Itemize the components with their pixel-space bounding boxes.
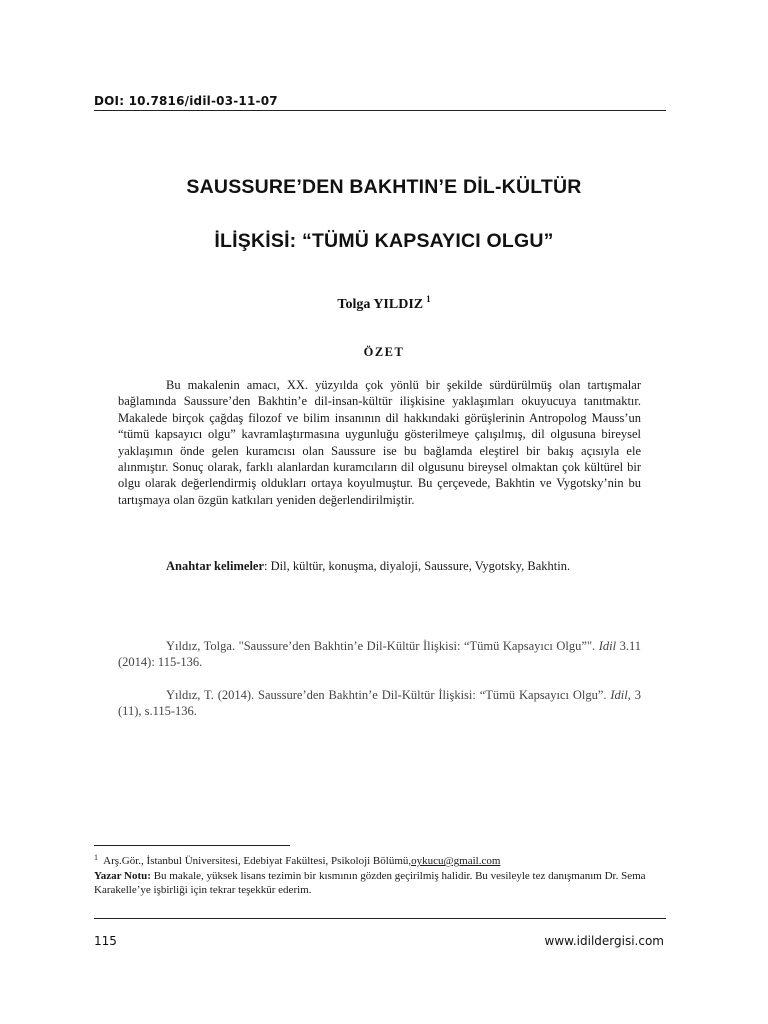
keywords-block	[118, 558, 641, 574]
header-divider	[94, 110, 666, 111]
citation-apa-rest: , 3 (11), s.115-136.	[118, 688, 641, 719]
citation-mla-paragraph	[118, 638, 641, 671]
footnote-block	[94, 851, 666, 898]
footnote-divider	[94, 845, 290, 846]
abstract-heading: ÖZET	[363, 345, 405, 359]
abstract-paragraph: Bu makalenin amacı, XX. yüzyılda çok yönlü bir şekilde sürdürülmüş olan tartışmalar bağlamında Saussure’den Bakhtin’e dil-insan-kültür ilişkisine yaklaşımları okuyucuya tanıtmaktır. Makalede birçok çağdaş filozof ve bilim insanının dil hakkındaki görüşlerinin Antropolog Mauss’un “tümü kapsayıcı olgu” kavramlaştırmasına uygunluğu gösterilmeye çalışılmış, dil olgusuna bireysel yaklaşımın önde gelen kuramcısı olan Saussure ise bu bağlamda eleştirel bir bakış açısıyla ele alınmıştır. Sonuç olarak, farklı alanlardan kuramcıların dil olgusunu bireysel olmaktan çok kültürel bir olgu olarak değerlendirmiş oldukları ortaya koyulmuştur. Bu çerçevede, Bakhtin ve Vygotsky’nin bu tartışmaya olan özgün katkıları yeniden değerlendirilmiştir.	[118, 378, 641, 507]
author-note-text: Bu makale, yüksek lisans tezimin bir kısmının gözden geçirilmiş halidir. Bu vesileyle tez danışmanım Dr. Sema Karakelle’ye işbirliği için tekrar teşekkür ederim.	[94, 869, 646, 896]
article-title-line-2: İLİŞKİSİ: “TÜMÜ KAPSAYICI OLGU”	[214, 230, 554, 252]
keywords-label: Anahtar kelimeler	[166, 559, 265, 573]
citation-mla-journal: Idil	[598, 639, 617, 653]
citation-mla-text: Yıldız, Tolga. "Saussure’den Bakhtin’e Dil-Kültür İlişkisi: “Tümü Kapsayıcı Olgu”".	[166, 639, 599, 653]
author-note-label: Yazar Notu:	[94, 869, 151, 882]
author-name-block	[94, 294, 674, 313]
abstract-body	[118, 377, 641, 508]
footnote-affiliation: Arş.Gör., İstanbul Üniversitesi, Edebiyat Fakültesi, Psikoloji Bölümü,	[101, 855, 412, 867]
keywords-list: : Dil, kültür, konuşma, diyaloji, Saussure, Vygotsky, Bakhtin.	[264, 559, 571, 573]
keywords-paragraph	[118, 558, 641, 574]
doi-label: DOI: 10.7816/idil-03-11-07	[94, 94, 278, 108]
article-title-line-1: SAUSSURE’DEN BAKHTIN’E DİL-KÜLTÜR	[186, 176, 582, 198]
citation-apa	[118, 687, 641, 720]
footnote-affiliation-line	[94, 851, 666, 869]
author-email-link[interactable]: oykucu@gmail.com	[411, 855, 501, 867]
page-number: 115	[94, 934, 117, 948]
footer-divider	[94, 918, 666, 919]
citation-mla	[118, 638, 641, 671]
footnote-mark: 1	[94, 853, 98, 862]
footnote-note-line	[94, 869, 666, 898]
journal-website: www.idildergisi.com	[544, 934, 664, 948]
citation-apa-journal: Idil	[610, 688, 628, 702]
author-footnote-mark: 1	[426, 294, 431, 304]
citation-apa-paragraph	[118, 687, 641, 720]
citation-mla-rest: 3.11 (2014): 115-136.	[118, 639, 641, 670]
author-name: Tolga YILDIZ	[337, 297, 424, 312]
citation-apa-text: Yıldız, T. (2014). Saussure’den Bakhtin’e Dil-Kültür İlişkisi: “Tümü Kapsayıcı Olgu”.	[166, 688, 611, 702]
